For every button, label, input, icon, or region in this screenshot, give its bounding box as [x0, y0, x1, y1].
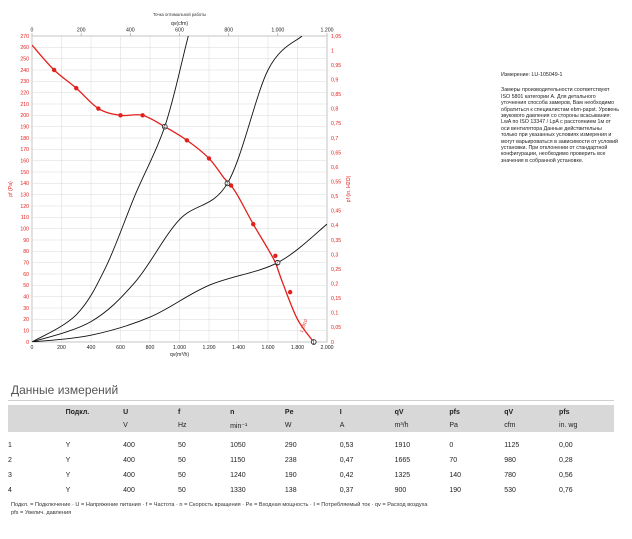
x-bottom-tick-label: 800	[145, 345, 155, 351]
y-right-tick-label: 0	[331, 339, 334, 346]
table-header-row-cell: Pe	[285, 405, 340, 419]
y-left-tick-label: 10	[23, 328, 29, 335]
y-left-tick-label: 210	[20, 101, 29, 108]
table-unit-row-cell: A	[340, 419, 395, 432]
table-row-cell: 400	[123, 457, 135, 464]
y-left-tick-label: 260	[20, 45, 29, 52]
operating-point-label: 4	[163, 124, 166, 131]
y-left-axis-label: pf (Pa)	[8, 181, 14, 197]
x-top-tick-label: 600	[175, 27, 184, 34]
operating-point-label: 2	[275, 260, 279, 267]
table-row-cell: 50	[177, 442, 186, 449]
y-left-tick-label: 160	[20, 158, 29, 165]
table-header-row-cell: qV	[504, 405, 559, 419]
table-row-cell: 0,42	[339, 472, 354, 479]
table-unit-row-cell	[8, 419, 66, 432]
y-left-tick-label: 190	[20, 124, 29, 131]
table-row-cell: Y	[65, 442, 71, 449]
table-row-cell: 70	[449, 457, 458, 464]
y-left-tick-label: 80	[23, 249, 29, 256]
y-left-tick-label: 30	[23, 305, 29, 312]
table-row	[8, 438, 614, 453]
y-right-tick-label: 0,1	[331, 310, 339, 317]
table-row-cell: 1240	[230, 472, 246, 479]
table-row-cell: 0,37	[339, 487, 354, 494]
y-left-tick-label: 200	[20, 113, 29, 120]
y-right-tick-label: 0,45	[331, 208, 342, 215]
y-right-tick-label: 1	[331, 48, 334, 55]
section-title: Данные измерений	[11, 383, 119, 397]
table-unit-row-cell: min⁻¹	[230, 419, 285, 432]
fan-curve-marker	[273, 254, 277, 258]
y-left-tick-label: 60	[23, 271, 29, 278]
fan-curve-marker	[96, 106, 100, 110]
title-divider	[8, 400, 614, 401]
operating-point-label: 1	[312, 339, 315, 346]
table-row-cell: 400	[123, 442, 135, 449]
x-top-tick-label: 1.200	[320, 27, 334, 34]
table-row-cell: 190	[449, 487, 462, 494]
table-row-cell: 4	[8, 487, 12, 494]
table-header-row-cell: pfs	[449, 405, 504, 419]
top-axis-header: Точка оптимальной работы	[152, 12, 207, 17]
table-row-cell: 50	[177, 487, 186, 494]
table-row-cell: 0,76	[559, 487, 573, 494]
x-bottom-tick-label: 0	[30, 345, 34, 351]
y-right-tick-label: 0,2	[331, 281, 339, 288]
fan-curve-marker	[74, 86, 78, 90]
y-right-tick-label: 0,9	[331, 77, 339, 84]
y-left-tick-label: 120	[20, 203, 29, 210]
table-row-cell: 0,53	[339, 442, 354, 449]
y-left-tick-label: 250	[20, 56, 29, 63]
x-top-tick-label: 800	[224, 27, 233, 34]
table-row-cell: Y	[65, 487, 71, 494]
y-left-tick-label: 170	[20, 147, 29, 154]
y-right-tick-label: 0,05	[331, 325, 342, 332]
measurement-id: Измерение: LU-105049-1	[501, 72, 563, 78]
table-unit-row-cell: Hz	[178, 419, 230, 432]
table-row-cell: 1330	[230, 487, 246, 494]
y-right-tick-label: 0,4	[331, 223, 339, 230]
y-left-tick-label: 240	[20, 67, 29, 74]
y-left-tick-label: 110	[20, 215, 29, 222]
y-right-tick-label: 0,75	[331, 121, 342, 128]
table-header-row-cell	[8, 405, 66, 419]
table-row	[8, 483, 614, 498]
x-top-axis-label: qv(cfm)	[170, 21, 189, 27]
table-row-cell: 0,00	[559, 442, 573, 449]
y-right-axis-label: pf (in. H2O)	[346, 175, 352, 203]
table-header-row-cell: Подкл.	[66, 405, 124, 419]
y-left-tick-label: 100	[20, 226, 29, 233]
y-right-tick-label: 1,05	[331, 33, 342, 40]
y-left-tick-label: 40	[23, 294, 29, 301]
table-row-cell: 980	[504, 457, 516, 464]
y-left-tick-label: 140	[20, 181, 29, 188]
y-left-tick-label: 0	[26, 339, 29, 346]
table-row-cell: 400	[123, 487, 135, 494]
x-bottom-tick-label: 1.600	[261, 345, 275, 351]
y-right-tick-label: 0,5	[331, 194, 339, 201]
y-left-tick-label: 130	[20, 192, 29, 199]
table-row-cell: 1325	[394, 472, 411, 479]
footnote-line-2: pfs = Увелич. давления	[11, 510, 72, 516]
table-header-row-cell: pfs	[559, 405, 614, 419]
x-top-tick-label: 1.000	[271, 27, 285, 34]
x-bottom-tick-label: 600	[116, 345, 125, 351]
table-row-cell: 3	[8, 472, 12, 479]
table-header-row-cell: qV	[395, 405, 450, 419]
table-header-row-cell: U	[123, 405, 178, 419]
table-row-cell: 0	[449, 442, 454, 449]
x-bottom-tick-label: 200	[57, 345, 66, 351]
measurement-description: Замеры производительности соответствуют ISO 5801 категории А. Для детального уточнения способа замеров, Вам необходимо обратиться к специалистам ebm-papst. Уровень звукового давления со стороны всасывания: LwA по ISO 13347 / LpA с расстоянием 1м от оси вентилятора Данные действительны только при указанных условиях измерения и могут варьироваться в зависимости от условий установки. При отклонении от стандартной конфигурации, необходимо проверить все значения в собранной установке.	[501, 87, 620, 164]
x-bottom-tick-label: 2.000	[320, 345, 334, 351]
table-unit-row-cell: m³/h	[395, 419, 450, 432]
table-header-row	[8, 405, 614, 419]
table-row-cell: 0,47	[339, 457, 354, 464]
y-right-tick-label: 0,95	[331, 62, 342, 69]
table-unit-row-cell	[66, 419, 124, 432]
table-footnote	[11, 501, 611, 517]
operating-point-label: 3	[225, 181, 229, 188]
table-unit-row	[8, 419, 614, 432]
x-bottom-tick-label: 1.200	[202, 345, 216, 351]
y-right-tick-label: 0,7	[331, 135, 339, 142]
y-left-tick-label: 220	[20, 90, 29, 97]
y-left-tick-label: 180	[20, 135, 29, 142]
y-left-tick-label: 90	[23, 237, 29, 244]
x-bottom-tick-label: 1.800	[291, 345, 304, 351]
table-row-cell: Y	[65, 457, 71, 464]
x-bottom-axis-label: qv(m³/h)	[169, 352, 190, 358]
table-row-cell: 0,28	[559, 457, 573, 464]
measurement-table	[8, 405, 614, 498]
y-right-tick-label: 0,8	[331, 106, 339, 113]
table-header-row-cell: n	[230, 405, 285, 419]
table-row	[8, 453, 614, 468]
y-left-tick-label: 20	[23, 317, 29, 324]
x-top-tick-label: 0	[30, 27, 34, 34]
table-unit-row-cell: cfm	[504, 419, 559, 432]
y-right-tick-label: 0,3	[331, 252, 339, 259]
table-row-cell: 0,56	[559, 472, 573, 479]
y-right-tick-label: 0,15	[331, 296, 342, 303]
table-unit-row-cell: in. wg	[559, 419, 614, 432]
table-row-cell: 400	[123, 472, 135, 479]
table-header-row-cell: I	[340, 405, 395, 419]
y-right-tick-label: 0,55	[331, 179, 342, 186]
table-row-cell: 780	[504, 472, 516, 479]
table-row-cell: 290	[284, 442, 297, 449]
table-row-cell: 2	[8, 457, 12, 464]
table-row-cell: 1	[8, 442, 12, 449]
table-row-cell: 1050	[230, 442, 246, 449]
chart-grid	[32, 36, 327, 342]
y-left-tick-label: 50	[23, 283, 29, 290]
x-bottom-tick-label: 1.400	[232, 345, 245, 351]
table-unit-row-cell: Pa	[449, 419, 504, 432]
table-unit-row-cell: V	[123, 419, 178, 432]
y-left-tick-label: 230	[20, 79, 29, 86]
fan-curve-marker	[185, 138, 189, 142]
x-top-tick-label: 200	[76, 27, 86, 34]
fan-curve-marker	[118, 113, 122, 117]
table-row-cell: 50	[177, 472, 186, 479]
x-bottom-tick-label: 1.000	[173, 345, 186, 351]
y-left-tick-label: 150	[20, 169, 29, 176]
table-row-cell: 238	[284, 457, 297, 464]
y-right-tick-label: 0,85	[331, 92, 342, 99]
y-right-tick-label: 0,6	[331, 164, 339, 171]
measurement-note	[501, 72, 619, 164]
table-header-row-cell: f	[178, 405, 230, 419]
table-row	[8, 468, 614, 483]
table-row-cell: 1150	[230, 457, 246, 464]
fan-curve-marker	[140, 113, 144, 117]
x-top-tick-label: 400	[126, 27, 135, 34]
table-row-cell: 138	[284, 487, 297, 494]
table-row-cell: 50	[177, 457, 186, 464]
y-right-tick-label: 0,25	[331, 266, 342, 273]
x-bottom-tick-label: 400	[86, 345, 96, 351]
table-row-cell: 140	[449, 472, 462, 479]
footnote-line-1: Подкл. = Подключение · U = Напряжение питания · f = Частота · n = Скорость вращения · Pe = Входная мощность · I = Потребляемый ток · qv = Расход воздуха	[11, 502, 428, 508]
y-right-tick-label: 0,65	[331, 150, 342, 157]
y-right-tick-label: 0,35	[331, 237, 342, 244]
y-left-tick-label: 70	[23, 260, 29, 267]
fan-curve-marker	[207, 156, 211, 160]
table-row-cell: Y	[65, 472, 71, 479]
curve-end-tag: 1 1910	[298, 318, 309, 334]
table-row-cell: 1125	[504, 442, 520, 449]
table-unit-row-cell: W	[285, 419, 340, 432]
table-row-cell: 530	[504, 487, 516, 494]
table-row-cell: 190	[284, 472, 297, 479]
fan-curve-marker	[288, 290, 292, 294]
fan-curve-marker	[52, 68, 56, 72]
y-left-tick-label: 270	[20, 33, 29, 40]
table-row-cell: 1910	[394, 442, 411, 449]
table-row-cell: 1665	[394, 457, 411, 464]
table-row-cell: 900	[394, 487, 407, 494]
fan-curve-marker	[251, 222, 255, 226]
